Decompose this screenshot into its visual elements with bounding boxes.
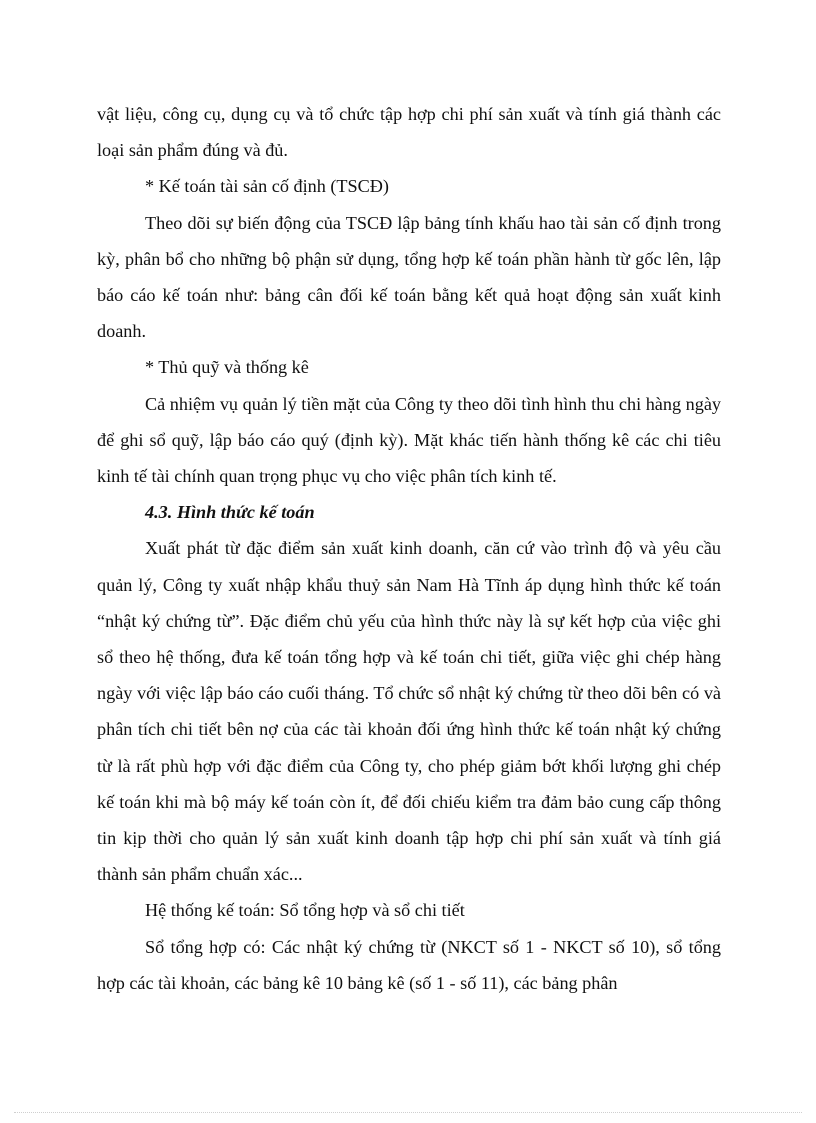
paragraph-continuation: vật liệu, công cụ, dụng cụ và tổ chức tập hợp chi phí sản xuất và tính giá thành các loại sản phẩm đúng và đủ. bbox=[97, 104, 721, 161]
page-bottom-divider bbox=[14, 1112, 802, 1113]
paragraph-accounting-system: Hệ thống kế toán: Sổ tổng hợp và sổ chi tiết bbox=[145, 900, 465, 921]
paragraph-accounting-form: Xuất phát từ đặc điểm sản xuất kinh doanh, căn cứ vào trình độ và yêu cầu quản lý, Công ty xuất nhập khẩu thuỷ sản Nam Hà Tĩnh áp dụng hình thức kế toán “nhật ký chứng từ”. Đặc điểm chủ yếu của hình thức này là sự kết hợp của việc ghi sổ theo hệ thống, đưa kế toán tổng hợp và kế toán chi tiết, giữa việc ghi chép hàng ngày với việc lập báo cáo cuối tháng. Tổ chức sổ nhật ký chứng từ theo dõi bên có và phân tích chi tiết bên nợ của các tài khoản đối ứng hình thức kế toán nhật ký chứng từ là rất phù hợp với đặc điểm của Công ty, cho phép giảm bớt khối lượng ghi chép kế toán khi mà bộ máy kế toán còn ít, để đối chiếu kiểm tra đảm bảo cung cấp thông tin kịp thời cho quản lý sản xuất kinh doanh tập hợp chi phí sản xuất và tính giá thành sản phẩm chuẩn xác... bbox=[97, 538, 721, 885]
paragraph-treasurer: Cả nhiệm vụ quản lý tiền mặt của Công ty theo dõi tình hình thu chi hàng ngày để ghi sổ quỹ, lập báo cáo quý (định kỳ). Mặt khác tiến hành thống kê các chi tiêu kinh tế tài chính quan trọng phục vụ cho việc phân tích kinh tế. bbox=[97, 393, 721, 487]
paragraph-fixed-assets: Theo dõi sự biến động của TSCĐ lập bảng tính khấu hao tài sản cố định trong kỳ, phân bổ cho những bộ phận sử dụng, tổng hợp kế toán phần hành từ gốc lên, lập báo cáo kế toán như: bảng cân đối kế toán bằng kết quả hoạt động sản xuất kinh doanh. bbox=[97, 212, 721, 342]
section-label-treasurer: * Thủ quỹ và thống kê bbox=[145, 357, 309, 378]
section-heading-accounting-form: 4.3. Hình thức kế toán bbox=[145, 502, 315, 523]
section-label-fixed-assets: * Kế toán tài sản cố định (TSCĐ) bbox=[145, 176, 389, 197]
paragraph-general-books: Sổ tổng hợp có: Các nhật ký chứng từ (NKCT số 1 - NKCT số 10), sổ tổng hợp các tài khoản, các bảng kê 10 bảng kê (số 1 - số 11), các bảng phân bbox=[97, 936, 721, 993]
page-body bbox=[97, 96, 721, 1001]
